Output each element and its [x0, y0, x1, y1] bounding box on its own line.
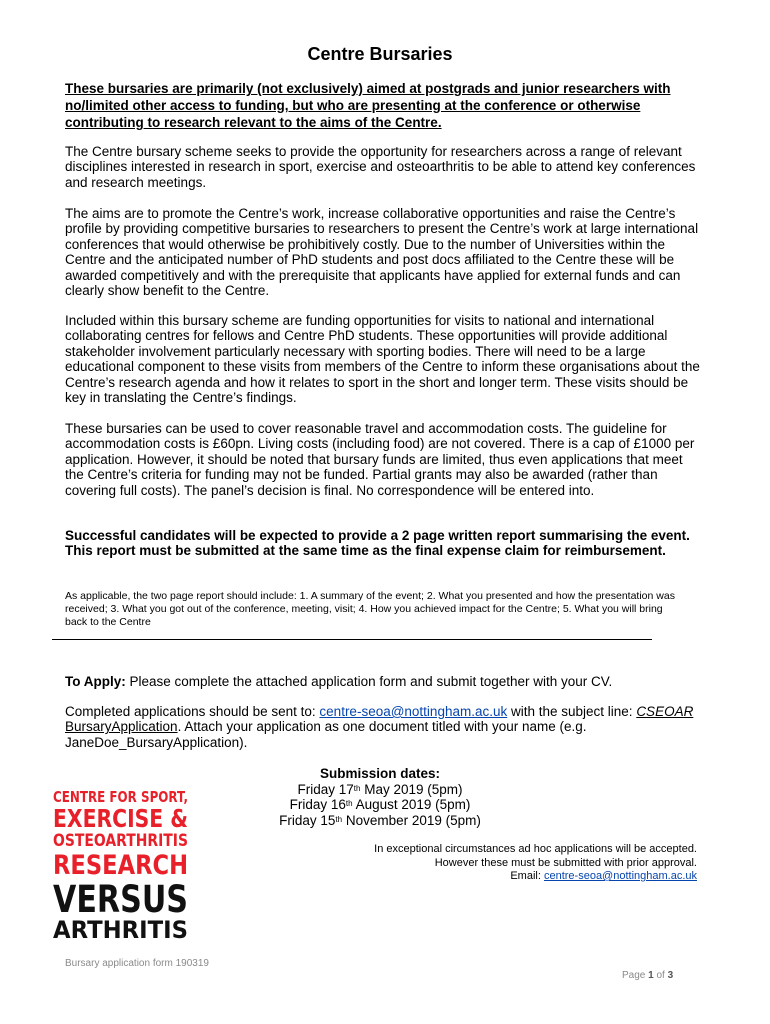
date-suffix: th [353, 783, 361, 793]
page-current: 1 [648, 970, 654, 981]
logo-line: VERSUS [53, 878, 188, 921]
subject-italic: CSEOAR [636, 704, 694, 719]
send-suffix: . Attach your application as one document titled with your name (e.g. JaneDoe_BursaryApplication). [65, 719, 587, 750]
date-suffix: th [345, 799, 353, 809]
paragraph-scheme: The Centre bursary scheme seeks to provide the opportunity for researchers across a range of relevant disciplines interested in research in sport, exercise and osteoarthritis to be able to attend key conferences and research meetings. [65, 144, 696, 190]
paragraph-aims: The aims are to promote the Centre’s work, increase collaborative opportunities and raise the Centre’s profile by providing competitive bursaries to researchers to present the Centre’s work at large international conferences that would otherwise be prohibitively costly. Due to the number of Universities within the Centre and the anticipated number of PhD students and post docs affiliated to the Centre these will be awarded competitively and with the prerequisite that applicants have applied for external funds and can clearly show benefit to the Centre. [65, 206, 699, 299]
apply-label: To Apply: [65, 674, 126, 689]
page-label: Page [622, 970, 649, 981]
page-of: of [653, 970, 668, 981]
form-identifier: Bursary application form 190319 [65, 958, 209, 969]
submission-dates-heading: Submission dates: [319, 766, 441, 781]
logo-line: RESEARCH [53, 850, 188, 881]
section-divider [52, 639, 652, 640]
intro-statement: These bursaries are primarily (not exclusively) aimed at postgrads and junior researchers with no/limited other access to funding, but who are presenting at the conference or otherwise contributing to research relevant to the aims of the Centre. [65, 81, 671, 130]
date-text: Friday 15 [279, 812, 336, 828]
centre-logo [52, 786, 192, 944]
logo-line: EXERCISE & [53, 804, 188, 833]
date-text: Friday 17 [297, 781, 354, 797]
exceptions-line: However these must be submitted with prior approval. [434, 856, 697, 869]
date-text: May 2019 (5pm) [360, 781, 463, 797]
logo-line: ARTHRITIS [53, 916, 188, 944]
submission-dates [260, 766, 500, 828]
page-total: 3 [667, 970, 674, 981]
exceptions-email-link[interactable]: centre-seoa@nottingham.ac.uk [543, 870, 697, 882]
exceptions-note [300, 843, 697, 884]
apply-instruction [65, 674, 705, 689]
send-prefix: Completed applications should be sent to: [65, 704, 320, 719]
paragraph-costs: These bursaries can be used to cover reasonable travel and accommodation costs. The guideline for accommodation costs is £60pn. Living costs (including food) are not covered. There is a cap of £1000 per application. However, it should be noted that bursary funds are limited, thus even applications that meet the Centre’s criteria for funding may not be funded. Partial grants may also be awarded (rather than covering full costs). The panel’s decision is final. No correspondence will be entered into. [65, 421, 695, 498]
exceptions-email-label: Email: [510, 870, 544, 882]
page-number [622, 970, 673, 981]
paragraph-visits: Included within this bursary scheme are funding opportunities for visits to national and international collaborating centres for fellows and Centre PhD students. These opportunities will provide additional stakeholder involvement particularly necessary with sporting bodies. There will need to be a large educational component to these visits from members of the Centre to inform these organisations about the Centre’s research agenda and how it relates to sport in the short and longer term. These visits should be key in translating the Centre’s findings. [65, 313, 700, 406]
apply-text: Please complete the attached application form and submit together with your CV. [125, 674, 613, 689]
logo-line: OSTEOARTHRITIS [53, 831, 188, 851]
submission-date [260, 797, 500, 813]
submission-date [260, 782, 500, 798]
logo-line: CENTRE FOR SPORT, [53, 788, 188, 806]
apply-email-link[interactable]: centre-seoa@nottingham.ac.uk [319, 704, 508, 719]
exceptions-line: In exceptional circumstances ad hoc applications will be accepted. [374, 843, 697, 855]
date-suffix: th [335, 814, 343, 824]
report-notice: Successful candidates will be expected to provide a 2 page written report summarising the event. This report must be submitted at the same time as the final expense claim for reimbursement. [65, 528, 690, 559]
subject-rest: BursaryApplication [65, 719, 178, 735]
submission-date [260, 813, 500, 829]
report-details: As applicable, the two page report should include: 1. A summary of the event; 2. What you presented and how the presentation was received; 3. What you got out of the conference, meeting, visit; 4. How you achieved impact for the Centre; 5. What you will bring back to the Centre [65, 590, 675, 628]
submission-instructions [65, 704, 705, 750]
exceptions-email-line [300, 870, 697, 884]
date-text: November 2019 (5pm) [342, 812, 481, 828]
date-text: August 2019 (5pm) [352, 797, 471, 813]
date-text: Friday 16 [289, 797, 346, 813]
page-title: Centre Bursaries [307, 44, 453, 64]
send-mid: with the subject line: [507, 704, 637, 719]
